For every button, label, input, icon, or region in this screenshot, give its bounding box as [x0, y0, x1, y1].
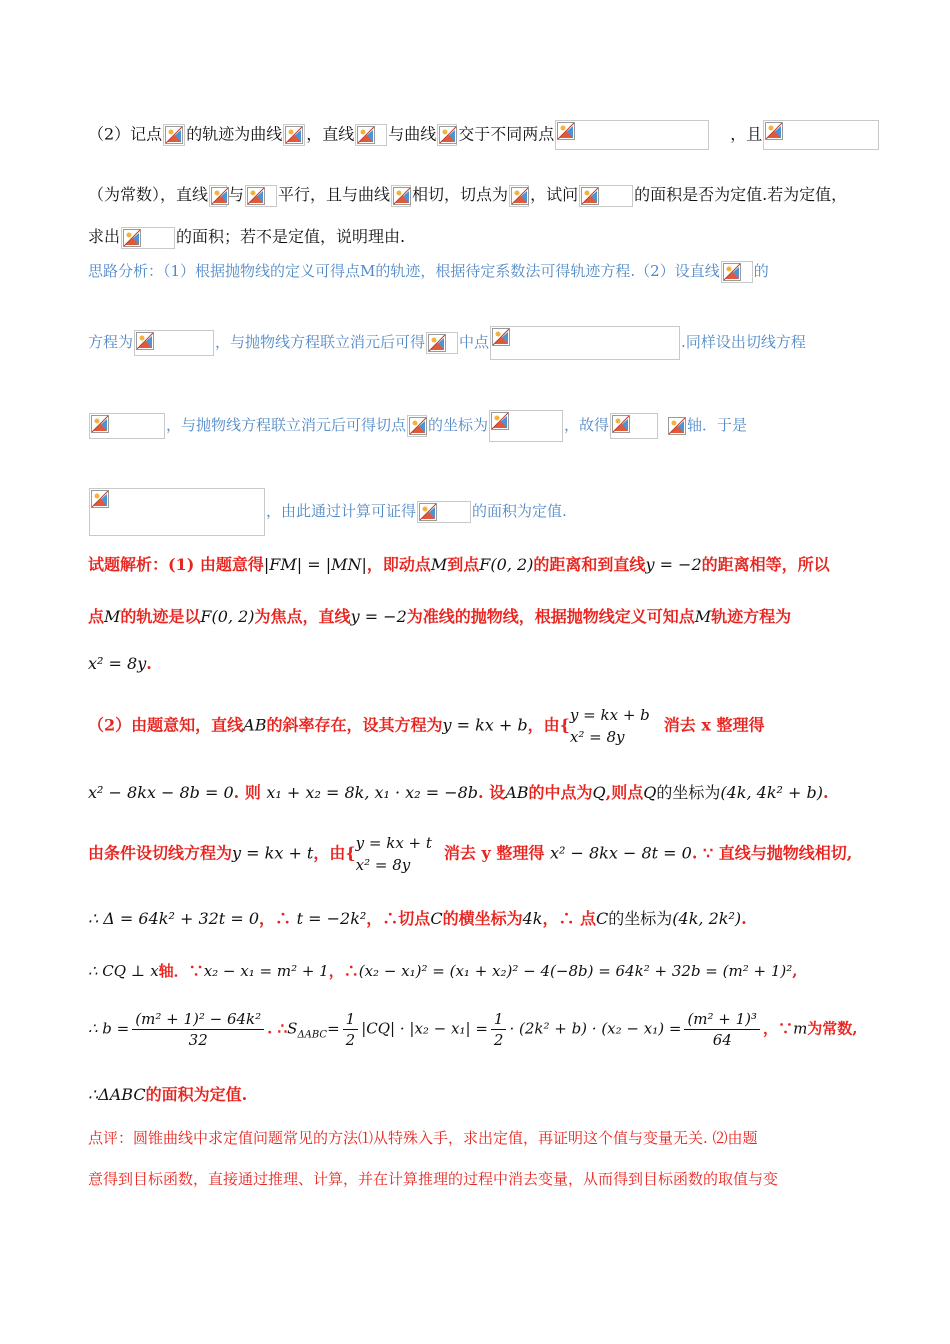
math: y = −2 [350, 607, 407, 626]
broken-image-icon [668, 417, 686, 435]
math: (4k, 4k² + b) [720, 783, 823, 802]
broken-image-icon [417, 501, 471, 523]
text: 轴．∵ [158, 962, 204, 980]
text: 轨迹方程为 [711, 607, 792, 626]
broken-image-icon [355, 124, 387, 146]
math: Q [643, 783, 657, 802]
broken-image-icon [89, 488, 265, 536]
text: ，由此通过计算可证得 [266, 502, 417, 520]
math: y = −2 [645, 555, 702, 574]
math: x² − 8kx − 8b = 0 [88, 783, 234, 802]
analysis-line-4 [88, 488, 862, 536]
analysis-line-3 [88, 410, 862, 442]
text: （2）由题意知，直线 [88, 715, 244, 735]
comment-line-1 [88, 1127, 862, 1148]
text: ，∴切点 [366, 909, 431, 928]
text: ,则点 [605, 783, 644, 802]
text: 与 [228, 185, 245, 204]
math: |CQ| · |x₂ − x₁| = [361, 1019, 488, 1038]
text: ，∴ [328, 962, 359, 980]
broken-image-icon [134, 330, 214, 356]
solution-line-9 [88, 1010, 862, 1049]
text: . 设 [478, 783, 506, 802]
text: ，直线 [306, 124, 355, 144]
math: ∴ CQ ⊥ [88, 962, 145, 980]
text: ，与抛物线方程联立消元后可得切点 [166, 416, 407, 434]
problem-line-2 [88, 182, 862, 207]
solution-line-1 [88, 552, 862, 575]
math: y = kx + b [442, 715, 528, 735]
broken-image-icon [763, 120, 879, 150]
text: 中点 [459, 333, 490, 351]
text: .同样设出切线方程 [681, 333, 806, 351]
text: 到点 [447, 555, 480, 574]
text: 方程为 [88, 333, 134, 351]
text: 轴．于是 [687, 416, 748, 434]
solution-line-5 [88, 780, 862, 803]
broken-image-icon [426, 332, 458, 354]
solution-line-4 [88, 704, 862, 748]
text: 的面积为定值. [145, 1085, 248, 1104]
math: x² − 8kx − 8t = 0 [549, 843, 692, 863]
text: ，即动点 [366, 555, 431, 574]
text: 的轨迹为曲线 [186, 124, 283, 144]
text: 的面积；若不是定值，说明理由. [176, 227, 406, 246]
math: F(0, 2) [479, 555, 534, 574]
text: . ∴ [267, 1019, 288, 1038]
numerator: 1 [343, 1010, 359, 1030]
comment-line-2 [88, 1168, 862, 1189]
denominator: 32 [188, 1031, 208, 1049]
broken-image-icon [490, 326, 680, 360]
text: 由条件设切线方程为 [88, 843, 233, 863]
text: 点 [88, 607, 105, 626]
text: ，与抛物线方程联立消元后可得 [215, 333, 426, 351]
math: F(0, 2) [200, 607, 255, 626]
math: ΔABC [297, 1029, 328, 1041]
text: . [741, 909, 747, 928]
numerator: (m² + 1)² − 64k² [132, 1010, 264, 1030]
equation-system [356, 832, 432, 876]
text: ，由{ [527, 715, 570, 735]
text: 的 [753, 262, 769, 280]
math: = [327, 1019, 340, 1038]
text: 为常数, [807, 1019, 858, 1038]
text: 点评：圆锥曲线中求定值问题常见的方法⑴从特殊入手，求出定值，再证明这个值与变量无关. ⑵由题 [88, 1129, 758, 1147]
solution-line-10 [88, 1082, 862, 1105]
broken-image-icon [489, 410, 563, 442]
solution-line-8 [88, 960, 862, 981]
math: (x₂ − x₁)² = (x₁ + x₂)² − 4(−8b) = 64k² + 32b = (m² + 1)² [358, 962, 793, 980]
broken-image-icon [209, 185, 227, 207]
text: （2）记点 [88, 124, 163, 144]
text: 的距离相等，所以 [701, 555, 830, 574]
text: , [792, 962, 798, 980]
broken-image-icon [610, 413, 658, 439]
text: ，试问 [530, 185, 579, 204]
text: 的横坐标为 [442, 909, 523, 928]
math: S [287, 1019, 298, 1038]
math: |FM| = |MN| [263, 555, 367, 574]
fraction [343, 1010, 359, 1049]
solution-line-3 [88, 654, 862, 673]
math: C [596, 909, 609, 928]
text: 为焦点，直线 [254, 607, 351, 626]
text: ，∵ [763, 1019, 794, 1038]
analysis-line-1 [88, 260, 862, 283]
broken-image-icon [391, 185, 411, 207]
text: 的中点为 [528, 783, 593, 802]
text: ，∴ 点 [542, 909, 597, 928]
text: 求出 [88, 227, 121, 246]
text: 的面积是否为定值.若为定值， [634, 185, 848, 204]
text: 的坐标为 [656, 783, 721, 802]
text: . [146, 654, 152, 673]
text: 意得到目标函数，直接通过推理、计算，并在计算推理的过程中消去变量，从而得到目标函数的取值与变 [88, 1170, 779, 1188]
math: ∴ Δ = 64k² + 32t = 0 [88, 909, 259, 928]
solution-line-2 [88, 604, 862, 627]
broken-image-icon [555, 120, 709, 150]
text: 消去 y 整理得 [443, 843, 545, 863]
text: 为准线的抛物线，根据抛物线定义可知点 [406, 607, 695, 626]
text: 的面积为定值. [472, 502, 567, 520]
broken-image-icon [245, 185, 277, 207]
solution-line-6 [88, 832, 862, 876]
text: . 则 [233, 783, 261, 802]
text: 相切，切点为 [412, 185, 509, 204]
text: 的斜率存在，设其方程为 [266, 715, 443, 735]
denominator: 2 [345, 1031, 356, 1049]
text: 试题解析：(1) 由题意得 [88, 555, 264, 574]
math: 4k [522, 909, 543, 928]
equation-system [570, 704, 650, 748]
text: 的坐标为 [608, 909, 673, 928]
math: M [104, 607, 121, 626]
math: AB [505, 783, 529, 802]
broken-image-icon [407, 415, 427, 437]
text: ，故得 [564, 416, 610, 434]
math: x₂ − x₁ = m² + 1 [203, 962, 329, 980]
broken-image-icon [121, 227, 175, 249]
math: C [430, 909, 443, 928]
text: 的轨迹是以 [120, 607, 201, 626]
math: m [793, 1019, 808, 1038]
math: x² = 8y [355, 856, 411, 874]
problem-line-3 [88, 224, 862, 249]
text: （为常数），直线 [88, 185, 209, 204]
text: . [823, 783, 829, 802]
problem-line-1 [88, 120, 862, 150]
math: x [150, 962, 159, 980]
text: 消去 x 整理得 [663, 715, 765, 735]
math: Q [592, 783, 606, 802]
math: ∴ [88, 1085, 99, 1104]
denominator: 64 [712, 1031, 732, 1049]
text: 的坐标为 [428, 416, 489, 434]
broken-image-icon [437, 124, 457, 146]
text: . ∵ 直线与抛物线相切, [691, 843, 853, 863]
text: 平行，且与曲线 [278, 185, 391, 204]
math: y = kx + t [355, 834, 432, 852]
math: t = −2k² [296, 909, 367, 928]
fraction [491, 1010, 507, 1049]
broken-image-icon [283, 124, 305, 146]
analysis-line-2 [88, 326, 862, 360]
text: ，∴ [259, 909, 292, 928]
math: · (2k² + b) · (x₂ − x₁) = [509, 1019, 682, 1038]
math: ∴ b = [88, 1019, 130, 1038]
text: ，由{ [313, 843, 356, 863]
broken-image-icon [579, 185, 633, 207]
text: ，且 [730, 124, 763, 144]
math: x² = 8y [569, 728, 625, 746]
broken-image-icon [509, 185, 529, 207]
fraction [684, 1010, 760, 1049]
math: x² = 8y [88, 654, 147, 673]
math: y = kx + b [569, 706, 650, 724]
broken-image-icon [721, 261, 753, 283]
denominator: 2 [493, 1031, 504, 1049]
text: 交于不同两点 [458, 124, 555, 144]
math: x₁ + x₂ = 8k, x₁ · x₂ = −8b [266, 783, 479, 802]
broken-image-icon [89, 413, 165, 439]
math: y = kx + t [232, 843, 314, 863]
math: AB [243, 715, 267, 735]
numerator: (m² + 1)³ [684, 1010, 760, 1030]
math: (4k, 2k²) [672, 909, 742, 928]
math: M [430, 555, 448, 574]
numerator: 1 [491, 1010, 507, 1030]
text: 的距离和到直线 [533, 555, 646, 574]
text: 与曲线 [388, 124, 437, 144]
math: ΔABC [98, 1085, 146, 1104]
fraction [132, 1010, 264, 1049]
math: M [694, 607, 712, 626]
broken-image-icon [163, 124, 185, 146]
solution-line-7 [88, 906, 862, 929]
text: 思路分析：（1）根据抛物线的定义可得点M的轨迹，根据待定系数法可得轨迹方程.（2）设直线 [88, 262, 720, 280]
